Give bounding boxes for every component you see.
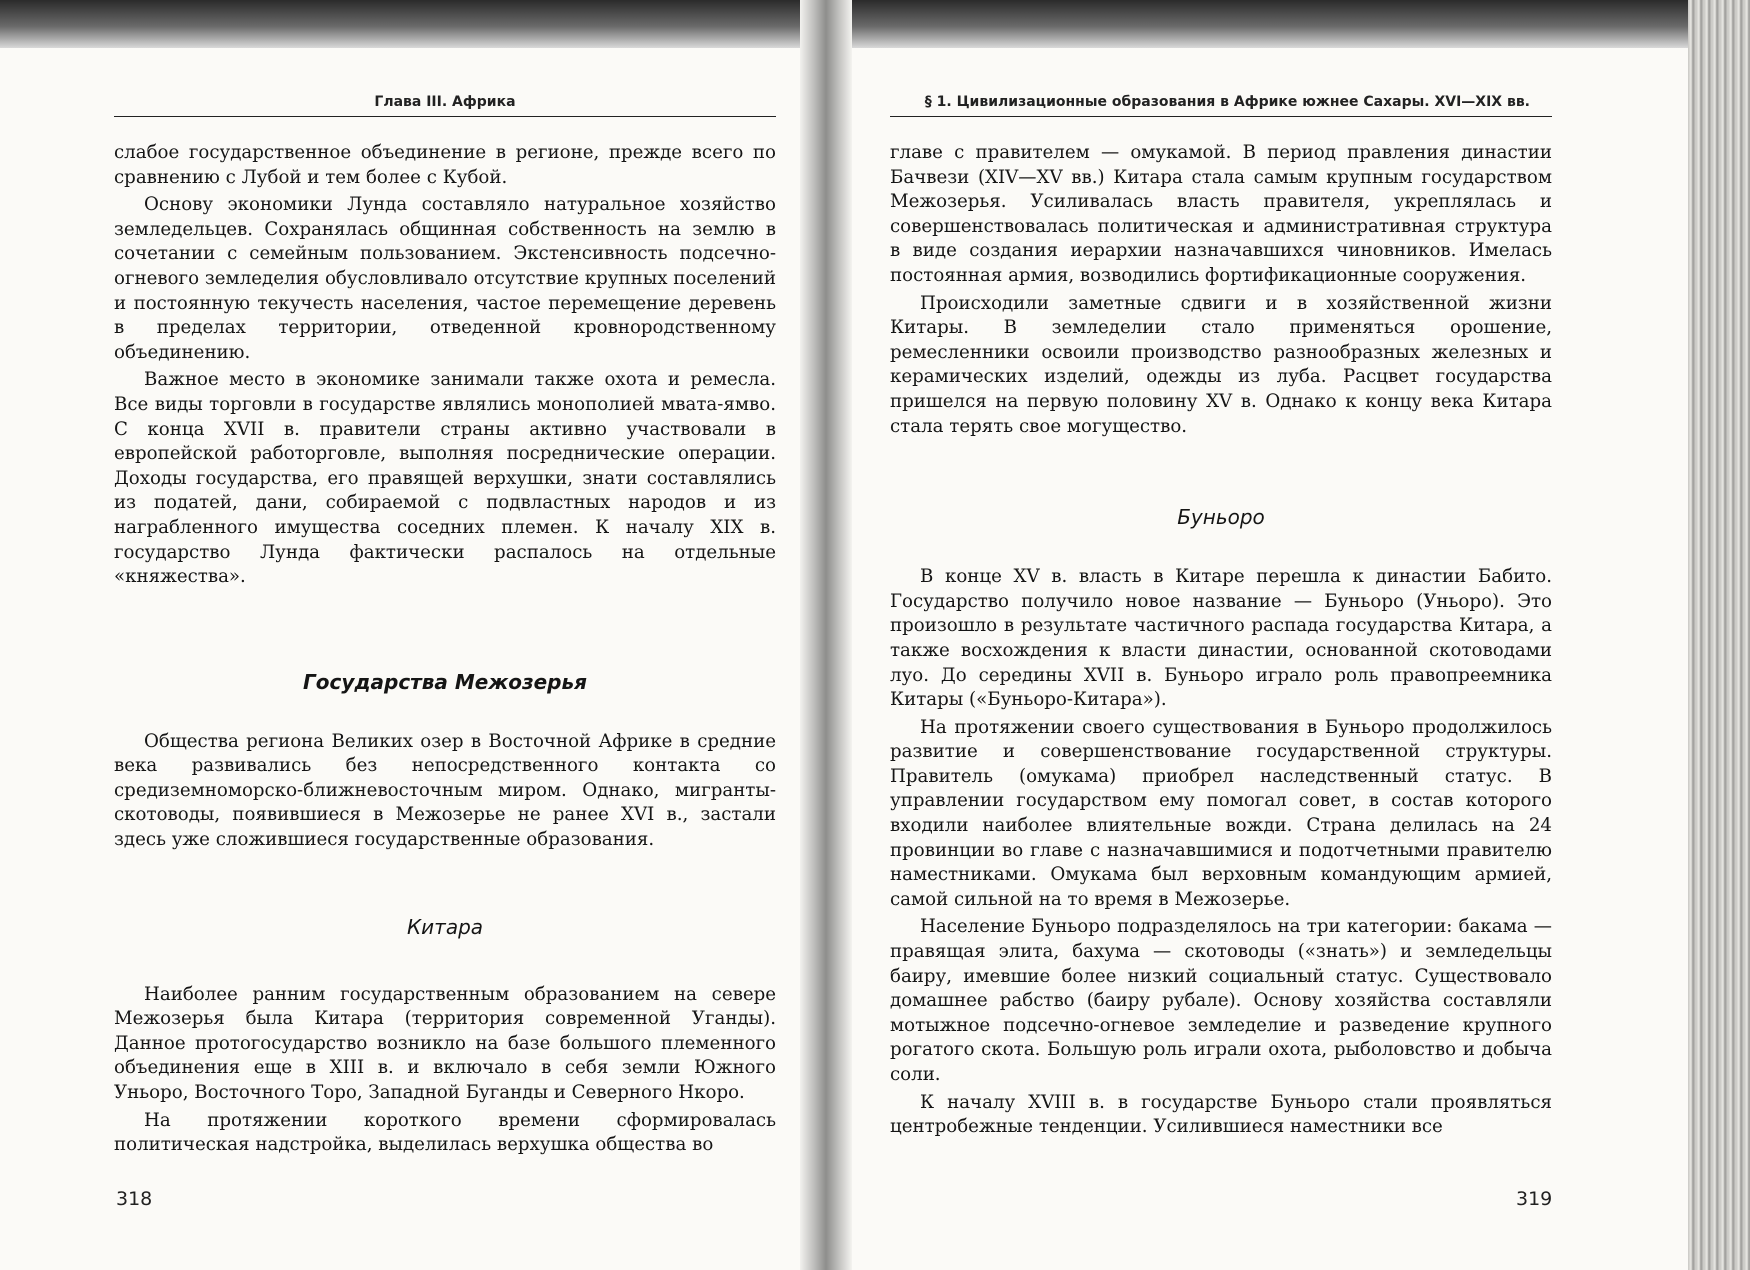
subsection-heading: Китара — [406, 914, 484, 939]
paragraph: На протяжении короткого времени сформировалась политическая надстройка, выделилась верхушка общества во — [114, 1109, 776, 1156]
running-head-left — [114, 60, 776, 117]
right-page-body — [890, 141, 1552, 1140]
running-head-text: § 1. Цивилизационные образования в Африке южнее Сахары. XVI—XIX вв. — [924, 94, 1530, 110]
book-gutter — [800, 0, 852, 1270]
section-heading: Государства Межозерья — [302, 669, 587, 694]
paragraph: слабое государственное объединение в регионе, прежде всего по сравнению с Лубой и тем более с Кубой. — [114, 142, 776, 188]
paragraph: К началу XVIII в. в государстве Буньоро стали проявляться центробежные тенденции. Усилившиеся наместники все — [890, 1091, 1552, 1138]
paragraph: На протяжении своего существования в Буньоро продолжилось развитие и совершенствование государственной структуры. Правитель (омукама) приобрел наследственный статус. В управлении государством ему помогал совет, в состав которого входили наиболее влиятельные вожди. Страна делилась на 24 провинции во главе с назначавшимися и подотчетными правителю наместниками. Омукама был верховным командующим армией, самой сильной на то время в Межозерье. — [890, 716, 1552, 910]
paragraph: Основу экономики Лунда составляло натуральное хозяйство земледельцев. Сохранялась общинная собственность на землю в сочетании с семейным пользованием. Экстенсивность подсечно-огневого земледелия обусловливало отсутствие крупных поселений и постоянную текучесть населения, частое перемещение деревень в пределах территории, отведенной кровнородственному объединению. — [114, 194, 776, 363]
paragraph: Наиболее ранним государственным образованием на севере Межозерья была Китара (территория современной Уганды). Данное протогосударство возникло на базе большого племенного объединения еще в XIII в. и включало в себя земли Южного Уньоро, Восточного Торо, Западной Буганды и Северного Нкоро. — [114, 983, 776, 1104]
page-edges — [1688, 0, 1750, 1270]
page-number-left: 318 — [116, 1188, 153, 1210]
running-head-text: Глава III. Африка — [374, 94, 516, 110]
paragraph: Население Буньоро подразделялось на три категории: бакама — правящая элита, бахума — скотоводы («знать») и земледельцы баиру, имевшие более низкий социальный статус. Существовало домашнее рабство (баиру рубале). Основу хозяйства составляли мотыжное подсечно-огневое земледелие и разведение крупного рогатого скота. Большую роль играли охота, рыболовство и добыча соли. — [890, 916, 1552, 1085]
left-page — [114, 60, 776, 1161]
scan-top-shadow — [0, 0, 1750, 48]
paragraph: Общества региона Великих озер в Восточной Африке в средние века развивались без непосредственного контакта со средиземноморско-ближневосточным миром. Однако, мигранты-скотоводы, появившиеся в Межозерье не ранее XVI в., застали здесь уже сложившиеся государственные образования. — [114, 730, 776, 851]
paragraph: В конце XV в. власть в Китаре перешла к династии Бабито. Государство получило новое название — Буньоро (Уньоро). Это произошло в результате частичного распада государства Китара, а также восхождения к власти династии, основанной скотоводами луо. До середины XVII в. Буньоро играло роль правопреемника Китары («Буньоро-Китара»). — [890, 566, 1552, 711]
paragraph: Важное место в экономике занимали также охота и ремесла. Все виды торговли в государстве являлись монополией мвата-ямво. С конца XVII в. правители страны активно участвовали в европейской работорговле, выполняя посреднические операции. Доходы государства, его правящей верхушки, знати составлялись из податей, дани, собираемой с подвластных народов и из награбленного имущества соседних племен. К началу XIX в. государство Лунда фактически распалось на отдельные «княжества». — [114, 369, 776, 588]
page-number-right: 319 — [1516, 1188, 1553, 1210]
paragraph: Происходили заметные сдвиги и в хозяйственной жизни Китары. В земледелии стало применяться орошение, ремесленники освоили производство разнообразных железных и керамических изделий, одежды из луба. Расцвет государства пришелся на первую половину XV в. Однако к концу века Китара стала терять свое могущество. — [890, 292, 1552, 437]
paragraph: главе с правителем — омукамой. В период правления династии Бачвези (XIV—XV вв.) Китара стала самым крупным государством Межозерья. Усиливалась власть правителя, укреплялась и совершенствовалась политическая и административная структура в виде создания иерархии назначавшихся чиновников. Имелась постоянная армия, возводились фортификационные сооружения. — [890, 142, 1552, 286]
left-page-body — [114, 141, 776, 1158]
right-page — [890, 60, 1552, 1143]
running-head-right — [890, 60, 1552, 117]
subsection-heading: Буньоро — [1177, 505, 1265, 530]
